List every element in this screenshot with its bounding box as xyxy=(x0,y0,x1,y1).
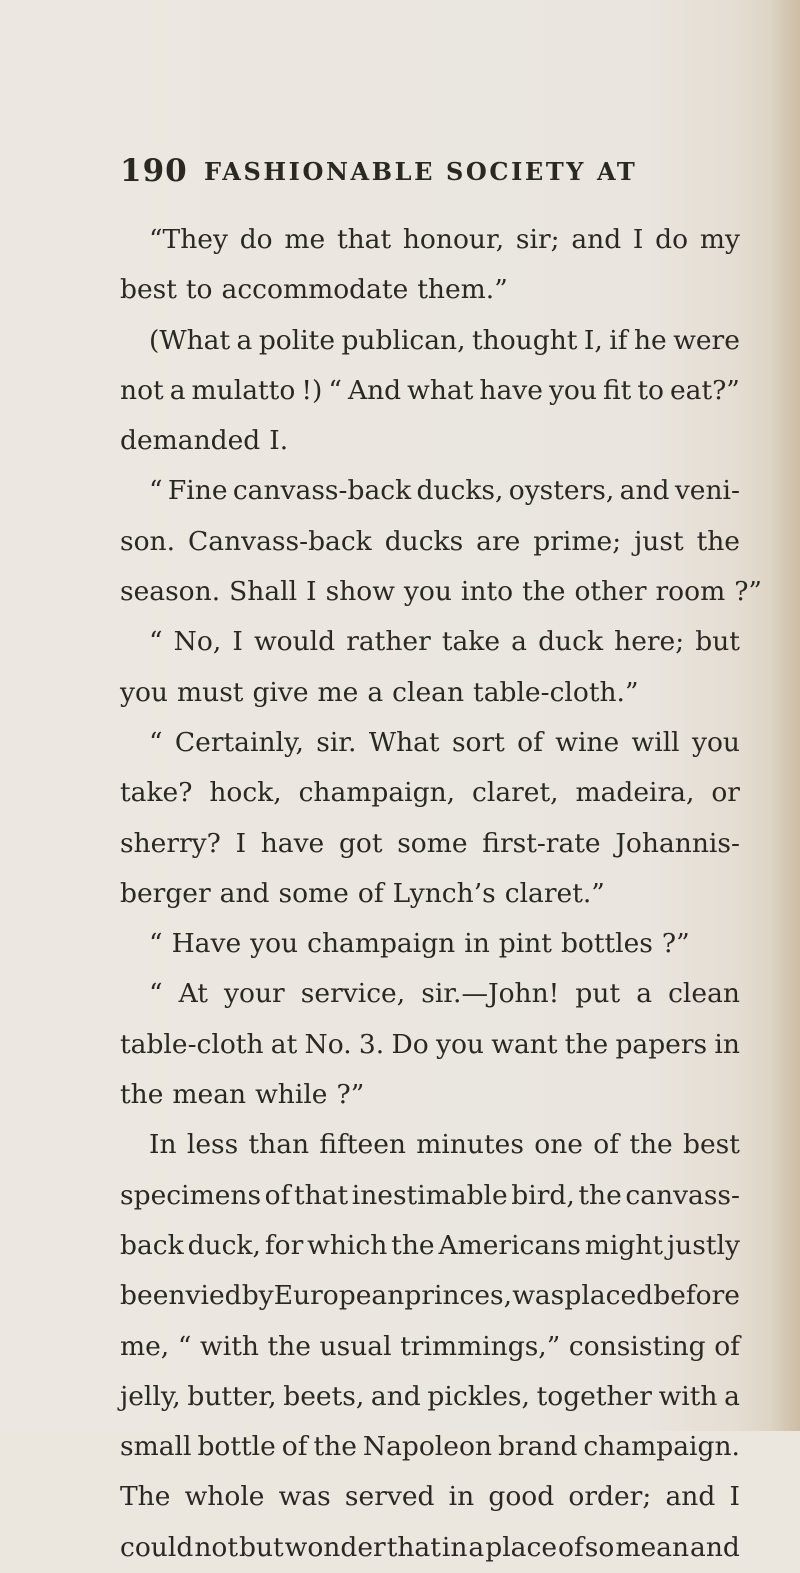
text-line: “ Have you champaign in pint bottles ?” xyxy=(149,928,690,960)
text-line: be envied by European princes, was placed before xyxy=(120,1280,740,1312)
text-line: me, “ with the usual trimmings,” consisting of xyxy=(120,1330,740,1362)
text-line: table-cloth at No. 3. Do you want the papers in xyxy=(120,1028,740,1060)
text-line: specimens of that inestimable bird, the canvass- xyxy=(120,1179,740,1211)
text-line: “ At your service, sir.—John! put a clean xyxy=(149,978,740,1010)
text-line: not a mulatto !) “ And what have you fit to eat?” xyxy=(120,374,740,406)
text-line: best to accommodate them.” xyxy=(120,274,508,306)
text-line: son. Canvass-back ducks are prime; just the xyxy=(120,525,740,557)
text-line: “ Certainly, sir. What sort of wine will you xyxy=(149,726,740,758)
text-line: back duck, for which the Americans might justly xyxy=(120,1229,740,1261)
text-line: “ No, I would rather take a duck here; but xyxy=(149,626,740,658)
page-number: 190 xyxy=(120,153,188,189)
text-line: In less than fifteen minutes one of the best xyxy=(149,1129,740,1161)
body-text xyxy=(120,215,762,1573)
text-line: The whole was served in good order; and I xyxy=(120,1481,740,1513)
text-line: “ Fine canvass-back ducks, oysters, and veni- xyxy=(149,475,740,507)
page-edge-shadow xyxy=(770,0,800,1431)
text-line: could not but wonder that in a place of so mean and xyxy=(120,1531,740,1563)
text-line: small bottle of the Napoleon brand champaign. xyxy=(120,1431,740,1463)
running-head xyxy=(120,153,680,193)
text-line: sherry? I have got some first-rate Johannis- xyxy=(120,827,740,859)
text-line: jelly, butter, beets, and pickles, together with a xyxy=(120,1380,740,1412)
running-title: FASHIONABLE SOCIETY AT xyxy=(204,157,638,186)
text-line: demanded I. xyxy=(120,425,289,457)
text-line: “They do me that honour, sir; and I do my xyxy=(149,224,740,255)
text-line: you must give me a clean table-cloth.” xyxy=(120,676,639,708)
text-line: take? hock, champaign, claret, madeira, or xyxy=(120,777,740,809)
text-line: the mean while ?” xyxy=(120,1079,365,1111)
text-line: berger and some of Lynch’s claret.” xyxy=(120,877,605,909)
text-line: (What a polite publican, thought I, if he were xyxy=(149,324,740,356)
text-line: season. Shall I show you into the other room ?” xyxy=(120,576,762,608)
